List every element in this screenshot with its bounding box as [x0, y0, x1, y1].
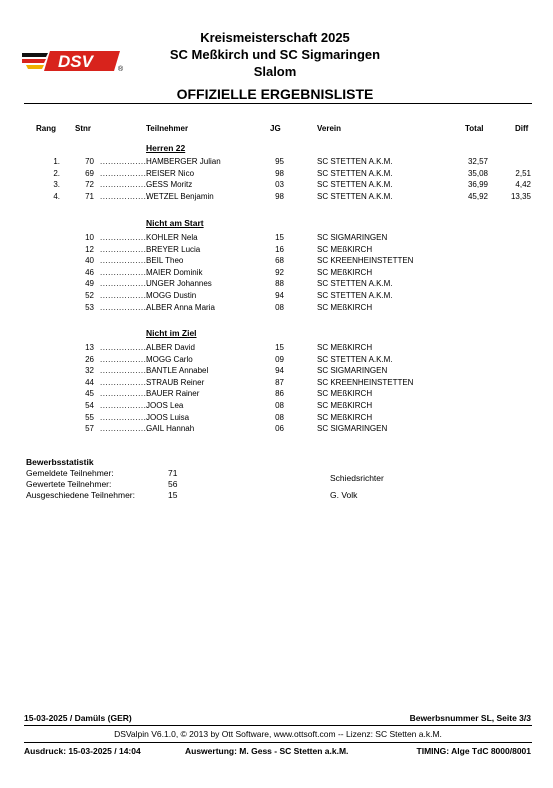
- stat-gewertet-label: Gewertete Teilnehmer:: [26, 479, 112, 489]
- bib-cell: 70: [85, 157, 94, 166]
- table-row: [0, 413, 553, 424]
- footer-software: DSValpin V6.1.0, © 2013 by Ott Software, www.ottsoft.com -- Lizenz: SC Stetten a.k.M.: [114, 729, 442, 739]
- footer-divider-bottom: [24, 742, 532, 743]
- leader-dots: ..................: [100, 291, 150, 300]
- table-row: [0, 169, 553, 180]
- club-cell: SC MEßKIRCH: [317, 267, 373, 277]
- club-cell: SC MEßKIRCH: [317, 401, 373, 410]
- bib-cell: 40: [85, 256, 94, 266]
- club-cell: SC SIGMARINGEN: [317, 366, 388, 376]
- leader-dots: ..................: [100, 302, 150, 312]
- name-cell: GESS Moritz: [146, 180, 193, 190]
- bib-cell: 71: [85, 192, 94, 202]
- club-cell: SC MEßKIRCH: [317, 343, 373, 352]
- bib-cell: 13: [85, 343, 94, 352]
- leader-dots: ..................: [100, 267, 150, 277]
- diff-cell: 4,42: [515, 180, 531, 190]
- year-cell: 92: [275, 267, 284, 277]
- table-row: [0, 192, 553, 203]
- club-cell: SC STETTEN A.K.M.: [317, 354, 393, 364]
- year-cell: 86: [275, 389, 284, 399]
- leader-dots: ..................: [100, 366, 150, 376]
- total-cell: 35,08: [467, 168, 488, 178]
- table-row: [0, 180, 553, 191]
- leader-dots: ..................: [100, 256, 150, 266]
- club-cell: SC STETTEN A.K.M.: [317, 180, 393, 190]
- col-verein: Verein: [317, 124, 342, 133]
- table-row: [0, 233, 553, 244]
- name-cell: HAMBERGER Julian: [146, 157, 221, 166]
- year-cell: 98: [275, 192, 284, 202]
- name-cell: BREYER Lucia: [146, 244, 201, 254]
- total-cell: 36,99: [467, 180, 488, 190]
- name-cell: KOHLER Nela: [146, 233, 198, 242]
- year-cell: 08: [275, 412, 284, 422]
- club-cell: SC MEßKIRCH: [317, 412, 373, 422]
- leader-dots: ..................: [100, 233, 150, 242]
- name-cell: ALBER Anna Maria: [146, 302, 215, 312]
- diff-cell: 13,35: [510, 192, 531, 202]
- section-title-dnf: Nicht im Ziel: [146, 328, 197, 338]
- year-cell: 08: [275, 401, 284, 410]
- year-cell: 87: [275, 377, 284, 387]
- name-cell: UNGER Johannes: [146, 279, 212, 289]
- table-row: [0, 389, 553, 400]
- table-row: [0, 291, 553, 302]
- year-cell: 94: [275, 291, 284, 300]
- col-total: Total: [465, 124, 484, 133]
- club-cell: SC STETTEN A.K.M.: [317, 157, 393, 166]
- year-cell: 15: [275, 343, 284, 352]
- year-cell: 15: [275, 233, 284, 242]
- leader-dots: ..................: [100, 412, 150, 422]
- section-title-herren: Herren 22: [146, 143, 186, 153]
- club-cell: SC STETTEN A.K.M.: [317, 291, 393, 300]
- name-cell: BEIL Theo: [146, 256, 184, 266]
- table-row: [0, 157, 553, 168]
- leader-dots: ..................: [100, 377, 150, 387]
- bib-cell: 53: [85, 302, 94, 312]
- club-cell: SC SIGMARINGEN: [317, 424, 388, 434]
- table-row: [0, 303, 553, 314]
- bib-cell: 46: [85, 267, 94, 277]
- bib-cell: 72: [85, 180, 94, 190]
- year-cell: 95: [275, 157, 284, 166]
- club-cell: SC KREENHEINSTETTEN: [317, 256, 414, 266]
- name-cell: REISER Nico: [146, 168, 195, 178]
- year-cell: 08: [275, 302, 284, 312]
- club-cell: SC STETTEN A.K.M.: [317, 168, 393, 178]
- bib-cell: 44: [85, 377, 94, 387]
- year-cell: 09: [275, 354, 284, 364]
- year-cell: 16: [275, 244, 284, 254]
- footer-auswertung: Auswertung: M. Gess - SC Stetten a.k.M.: [185, 746, 349, 756]
- footer-divider-top: [24, 725, 532, 726]
- footer-timing: TIMING: Alge TdC 8000/8001: [416, 746, 531, 756]
- total-cell: 45,92: [467, 192, 488, 202]
- name-cell: STRAUB Reiner: [146, 377, 205, 387]
- referee-label: Schiedsrichter: [330, 473, 384, 483]
- stat-ausgeschieden-value: 15: [168, 490, 178, 500]
- stat-gemeldet-value: 71: [168, 468, 178, 478]
- event-title: Kreismeisterschaft 2025: [200, 30, 350, 45]
- discipline-title: Slalom: [253, 64, 297, 79]
- table-row: [0, 401, 553, 412]
- leader-dots: ..................: [100, 424, 150, 434]
- organizer-title: SC Meßkirch und SC Sigmaringen: [169, 47, 381, 62]
- year-cell: 94: [275, 366, 284, 376]
- stat-gewertet-value: 56: [168, 479, 178, 489]
- rank-cell: 3.: [53, 180, 60, 190]
- name-cell: BANTLE Annabel: [146, 366, 209, 376]
- leader-dots: ..................: [100, 157, 150, 166]
- table-row: [0, 355, 553, 366]
- club-cell: SC SIGMARINGEN: [317, 233, 388, 242]
- footer-date-place: 15-03-2025 / Damüls (GER): [24, 713, 132, 723]
- bib-cell: 10: [85, 233, 94, 242]
- club-cell: SC MEßKIRCH: [317, 389, 373, 399]
- name-cell: BAUER Rainer: [146, 389, 200, 399]
- leader-dots: ..................: [100, 168, 150, 178]
- leader-dots: ..................: [100, 354, 150, 364]
- column-headers: [0, 124, 553, 135]
- name-cell: JOOS Luisa: [146, 412, 190, 422]
- club-cell: SC MEßKIRCH: [317, 302, 373, 312]
- col-rang: Rang: [36, 124, 56, 133]
- col-stnr: Stnr: [75, 124, 91, 133]
- table-row: [0, 343, 553, 354]
- stat-ausgeschieden-label: Ausgeschiedene Teilnehmer:: [26, 490, 135, 500]
- bib-cell: 49: [85, 279, 94, 289]
- table-row: [0, 268, 553, 279]
- svg-text:DSV: DSV: [58, 52, 93, 71]
- diff-cell: 2,51: [515, 168, 531, 178]
- leader-dots: ..................: [100, 279, 150, 289]
- footer-ausdruck: Ausdruck: 15-03-2025 / 14:04: [24, 746, 141, 756]
- bib-cell: 54: [85, 401, 94, 410]
- leader-dots: ..................: [100, 192, 150, 202]
- col-jg: JG: [270, 124, 281, 133]
- rank-cell: 1.: [53, 157, 60, 166]
- table-row: [0, 256, 553, 267]
- dsv-logo: [22, 49, 127, 73]
- referee-name: G. Volk: [330, 490, 358, 500]
- bib-cell: 57: [85, 424, 94, 434]
- bib-cell: 55: [85, 412, 94, 422]
- bib-cell: 45: [85, 389, 94, 399]
- leader-dots: ..................: [100, 389, 150, 399]
- name-cell: MAIER Dominik: [146, 267, 203, 277]
- section-title-dns: Nicht am Start: [146, 218, 204, 228]
- name-cell: GAIL Hannah: [146, 424, 195, 434]
- table-row: [0, 366, 553, 377]
- footer-bewerb: Bewerbsnummer SL, Seite 3/3: [409, 713, 531, 723]
- leader-dots: ..................: [100, 244, 150, 254]
- name-cell: JOOS Lea: [146, 401, 184, 410]
- table-row: [0, 378, 553, 389]
- svg-text:®: ®: [118, 66, 124, 73]
- club-cell: SC MEßKIRCH: [317, 244, 373, 254]
- leader-dots: ..................: [100, 180, 150, 190]
- bib-cell: 32: [85, 366, 94, 376]
- total-cell: 32,57: [467, 157, 488, 166]
- bib-cell: 69: [85, 168, 94, 178]
- col-teilnehmer: Teilnehmer: [146, 124, 189, 133]
- leader-dots: ..................: [100, 343, 150, 352]
- name-cell: ALBER David: [146, 343, 195, 352]
- name-cell: MOGG Dustin: [146, 291, 197, 300]
- rank-cell: 4.: [53, 192, 60, 202]
- leader-dots: ..................: [100, 401, 150, 410]
- year-cell: 03: [275, 180, 284, 190]
- year-cell: 06: [275, 424, 284, 434]
- table-row: [0, 424, 553, 435]
- club-cell: SC KREENHEINSTETTEN: [317, 377, 414, 387]
- col-diff: Diff: [515, 124, 529, 133]
- list-title: OFFIZIELLE ERGEBNISLISTE: [176, 86, 374, 102]
- club-cell: SC STETTEN A.K.M.: [317, 279, 393, 289]
- bib-cell: 12: [85, 244, 94, 254]
- bib-cell: 26: [85, 354, 94, 364]
- header-divider: [24, 103, 532, 104]
- stat-gemeldet-label: Gemeldete Teilnehmer:: [26, 468, 114, 478]
- year-cell: 68: [275, 256, 284, 266]
- year-cell: 88: [275, 279, 284, 289]
- stats-title: Bewerbsstatistik: [26, 457, 94, 467]
- table-row: [0, 245, 553, 256]
- year-cell: 98: [275, 168, 284, 178]
- rank-cell: 2.: [53, 168, 60, 178]
- club-cell: SC STETTEN A.K.M.: [317, 192, 393, 202]
- name-cell: MOGG Carlo: [146, 354, 193, 364]
- name-cell: WETZEL Benjamin: [146, 192, 214, 202]
- bib-cell: 52: [85, 291, 94, 300]
- table-row: [0, 279, 553, 290]
